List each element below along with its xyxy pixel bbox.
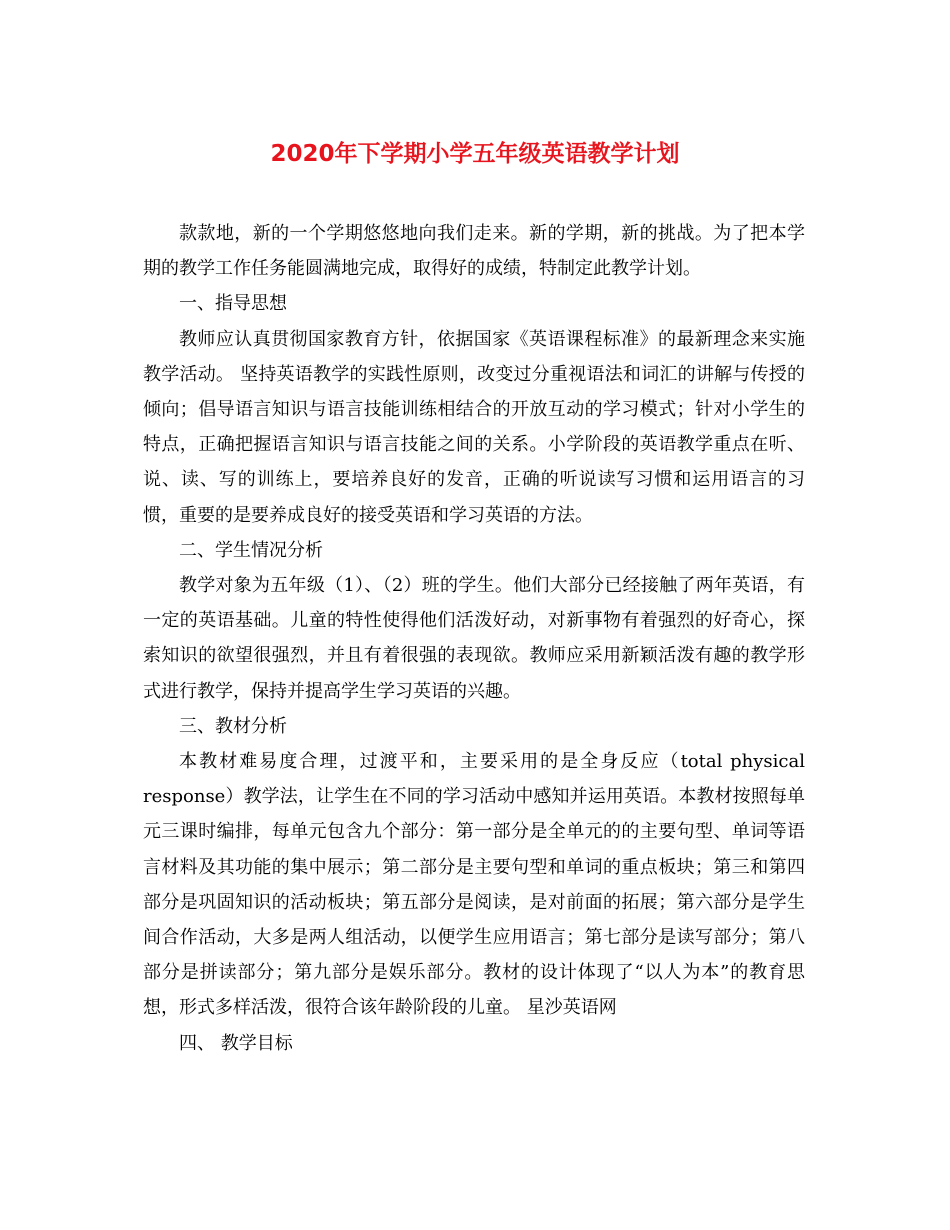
textbook-analysis-paragraph: 本教材难易度合理，过渡平和，主要采用的是全身反应（total physical response）教学法，让学生在不同的学习活动中感知并运用英语。本教材按照每单元三课时编排，每单元包含九个部分：第一部分是全单元的的主要句型、单词等语言材料及其功能的集中展示；第二部分是主要句型和单词的重点板块；第三和第四部分是巩固知识的活动板块；第五部分是阅读，是对前面的拓展；第六部分是学生间合作活动，大多是两人组活动，以便学生应用语言；第七部分是读写部分；第八部分是拼读部分；第九部分是娱乐部分。教材的设计体现了“以人为本”的教育思想，形式多样活泼，很符合该年龄阶段的儿童。 星沙英语网: [143, 751, 805, 1019]
guiding-thought-paragraph: 教师应认真贯彻国家教育方针，依据国家《英语课程标准》的最新理念来实施教学活动。 坚持英语教学的实践性原则，改变过分重视语法和词汇的讲解与传授的倾向；倡导语言知识与语言技能训练相结合的开放互动的学习模式；针对小学生的特点，正确把握语言知识与语言技能之间的关系。小学阶段的英语教学重点在听、说、读、写的训练上，要培养良好的发音，正确的听说读写习惯和运用语言的习惯，重要的是要养成良好的接受英语和学习英语的方法。: [143, 328, 805, 526]
intro-paragraph: 款款地，新的一个学期悠悠地向我们走来。新的学期，新的挑战。为了把本学期的教学工作任务能圆满地完成，取得好的成绩，特制定此教学计划。: [143, 223, 805, 280]
section-heading-teaching-goals: 四、 教学目标: [179, 1032, 293, 1054]
section-heading-student-analysis: 二、学生情况分析: [179, 539, 323, 561]
section-heading-textbook-analysis: 三、教材分析: [179, 715, 287, 737]
document-title: 2020年下学期小学五年级英语教学计划: [270, 141, 680, 167]
student-analysis-paragraph: 教学对象为五年级（1）、（2）班的学生。他们大部分已经接触了两年英语，有一定的英语基础。儿童的特性使得他们活泼好动，对新事物有着强烈的好奇心，探索知识的欲望很强烈，并且有着很强的表现欲。教师应采用新颖活泼有趣的教学形式进行教学，保持并提高学生学习英语的兴趣。: [143, 575, 805, 702]
section-heading-guiding-thought: 一、指导思想: [179, 293, 287, 315]
document-body: [143, 216, 805, 1061]
